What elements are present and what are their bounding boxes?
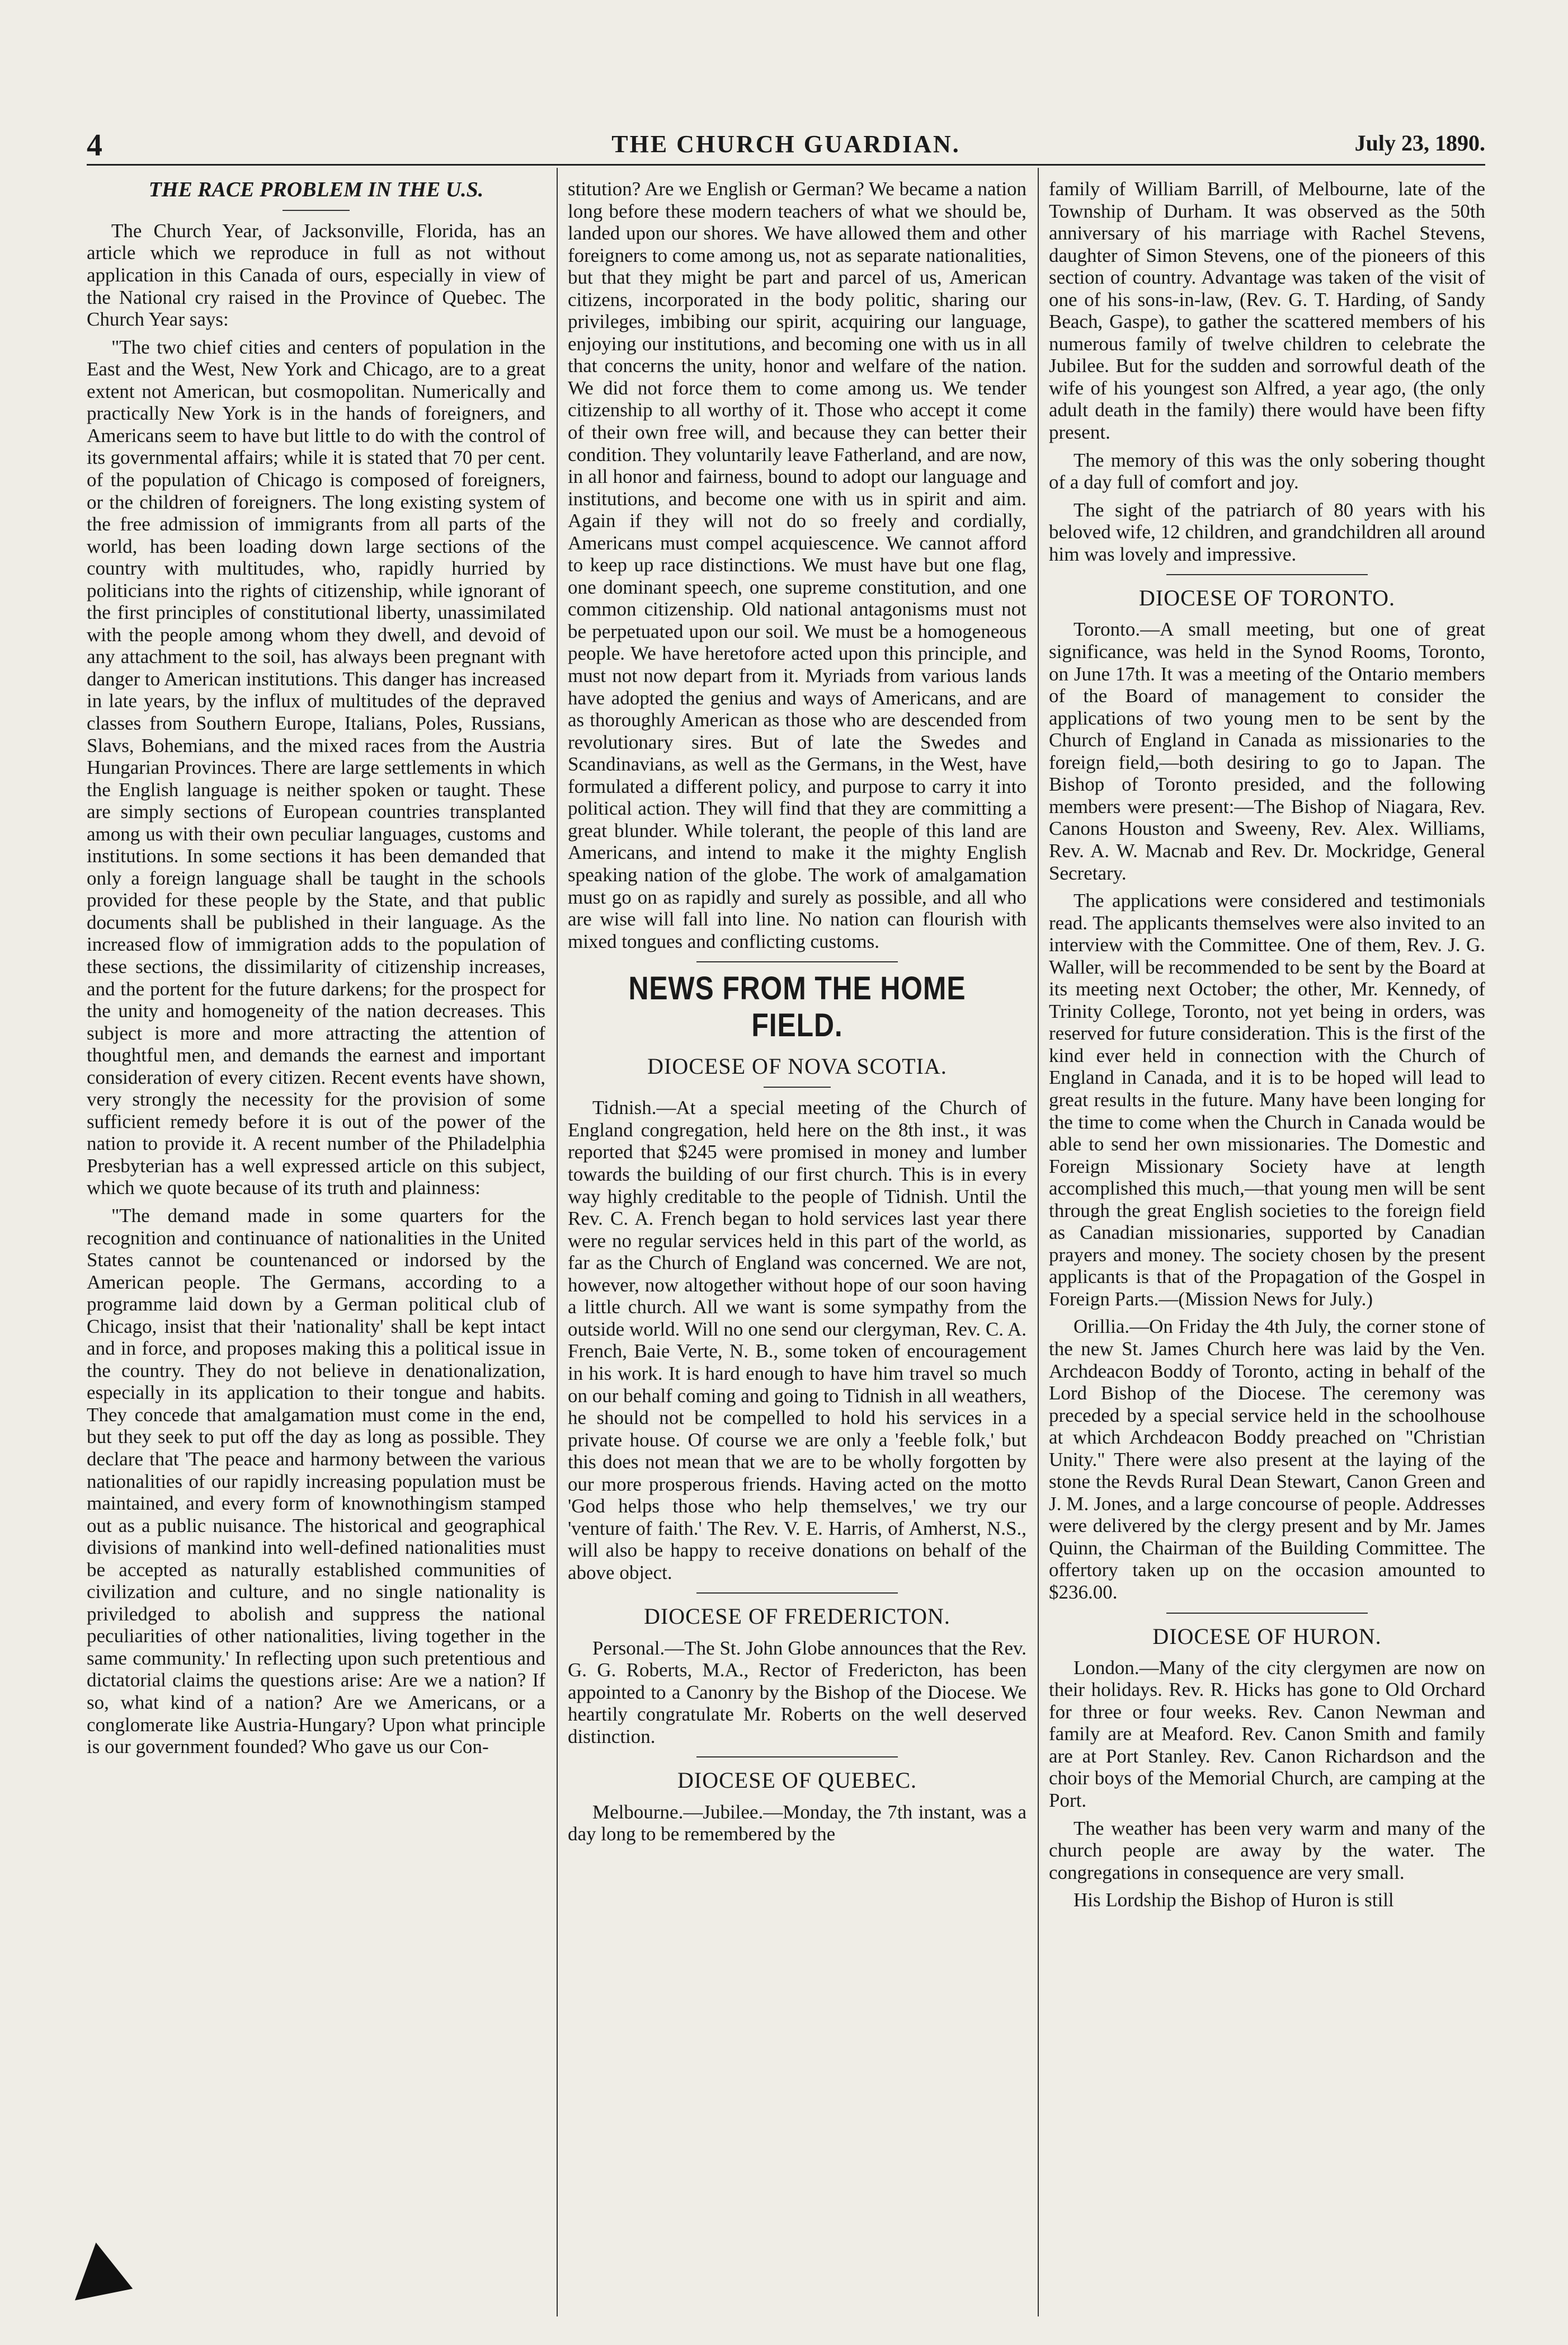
news-paragraph: Melbourne.—Jubilee.—Monday, the 7th instant, was a day long to be remembered by the (568, 1801, 1027, 1845)
page-header (87, 128, 1485, 161)
issue-date: July 23, 1890. (1354, 130, 1485, 156)
column-divider (1038, 168, 1039, 2316)
news-paragraph: Tidnish.—At a special meeting of the Church of England congregation, held here on the 8th inst., it was reported that $245 were promised in money and lumber towards the building of our first church. This is in every way highly creditable to the people of Tidnish. Until the Rev. C. A. French began to hold services last year there were no regular services held in this part of the world, as far as the Church of England was concerned. We are not, however, now altogether without hope of our soon having a little church. All we want is some sympathy from the outside world. Will no one send our clergyman, Rev. C. A. French, Baie Verte, N. B., some token of encouragement in his work. It is hard enough to have him travel so much on our behalf coming and going to Tidnish in all weathers, he should not be compelled to hold his services in a private house. Of course we are only a 'feeble folk,' but this does not mean that we are to be wholly forgotten by our more prosperous friends. Having acted on the motto 'God helps those who help themselves,' we try our 'venture of faith.' The Rev. V. E. Harris, of Amherst, N.S., will also be happy to receive donations on behalf of the above object. (568, 1097, 1027, 1583)
section-rule (1166, 574, 1368, 575)
article-heading: THE RACE PROBLEM IN THE U.S. (148, 178, 484, 201)
diocese-heading: DIOCESE OF FREDERICTON. (644, 1604, 950, 1629)
news-paragraph: London.—Many of the city clergymen are now on their holidays. Rev. R. Hicks has gone to Old Orchard for three or four weeks. Rev. Canon Newman and family are at Meaford. Rev. Canon Smith and family are at Port Stanley. Rev. Canon Richardson and the choir boys of the Memorial Church, are camping at the Port. (1049, 1656, 1485, 1812)
diocese-heading: DIOCESE OF NOVA SCOTIA. (647, 1054, 947, 1079)
news-paragraph: Orillia.—On Friday the 4th July, the corner stone of the new St. James Church here was laid by the Ven. Archdeacon Boddy of Toronto, acting in behalf of the Lord Bishop of the Diocese. The ceremony was preceded by a special service held in the schoolhouse at which Archdeacon Boddy preached on "Christian Unity." There were also present at the laying of the stone the Revds Rural Dean Stewart, Canon Green and J. M. Jones, and a large concourse of people. Addresses were delivered by the clergy present and by Mr. James Quinn, the Chairman of the Building Committee. The offertory taken up on the occasion amounted to $236.00. (1049, 1315, 1485, 1603)
article-paragraph: "The demand made in some quarters for the recognition and continuance of nationalities in the United States cannot be countenanced or indorsed by the American people. The Germans, according to a programme laid down by a German political club of Chicago, insist that their 'nationality' shall be kept intact and in force, and proposes making this a political issue in the country. They do not believe in denationalization, especially in its application to their tongue and habits. They concede that amalgamation must come in the end, but they seek to put off the day as long as possible. They declare that 'The peace and harmony between the various nationalities of our rapidly increasing population must be maintained, and every form of knownothingism stamped out as a public nuisance. The historical and geographical divisions of mankind into well-defined nationalities must be accepted as naturally established communities of civilization and culture, and no single nationality is priviledged to abolish and suppress the national peculiarities of other nationalities, living together in the same community.' In reflecting upon such pretentious and dictatorial claims the questions arise: Are we a nation? If so, what kind of a nation? Are we Americans, or a conglomerate like Austria-Hungary? Upon what principle is our government founded? Who gave us our Con- (87, 1205, 545, 1758)
article-paragraph: stitution? Are we English or German? We became a nation long before these modern teachers of what we should be, landed upon our shores. We have allowed them and other foreigners to come among us, not as separate nationalities, but that they might be part and parcel of us, American citizens, incorporated in the body politic, sharing our privileges, imbibing our spirit, acquiring our language, enjoying our institutions, and becoming one with us in all that concerns the unity, honor and welfare of the nation. We did not force them to come among us. We tender citizenship to all worthy of it. Those who accept it come of their own free will, and because they can better their condition. They voluntarily leave Fatherland, and are now, in all honor and fairness, bound to adopt our language and institutions, and become one with us in spirit and aim. Again if they will not do so freely and cordially, Americans must compel acquiescence. We cannot afford to keep up race distinctions. We must have but one flag, one dominant speech, one supreme constitution, and one common citizenship. Old national antagonisms must not be perpetuated upon our soil. We must be a homogeneous people. We have heretofore acted upon this principle, and must not now depart from it. Myriads from various lands have adopted the genius and ways of Americans, and are as thoroughly American as those who are descended from revolutionary sires. But of late the Swedes and Scandinavians, as well as the Germans, in the West, have formulated a different policy, and purpose to carry it into political action. They will find that they are committing a great blunder. While tolerant, the people of this land are Americans, and intend to make it the mighty English speaking nation of the globe. The work of amalgamation must go on as rapidly and surely as possible, and all who are wise will fall into line. No nation can flourish with mixed tongues and conflicting customs. (568, 178, 1027, 952)
column-2 (568, 178, 1027, 2315)
news-paragraph: Personal.—The St. John Globe announces that the Rev. G. G. Roberts, M.A., Rector of Fredericton, has been appointed to a Canonry by the Bishop of the Diocese. We heartily congratulate Mr. Roberts on the well deserved distinction. (568, 1637, 1027, 1747)
masthead-title: THE CHURCH GUARDIAN. (611, 130, 960, 158)
header-rule (87, 164, 1485, 166)
section-rule (696, 1592, 898, 1594)
column-1 (87, 178, 545, 2315)
news-paragraph: Toronto.—A small meeting, but one of great significance, was held in the Synod Rooms, Toronto, on June 17th. It was a meeting of the Ontario members of the Board of management to consider the applications of two young men to be sent by the Church of England in Canada as missionaries to the foreign field,—both desiring to go to Japan. The Bishop of Toronto presided, and the following members were present:—The Bishop of Niagara, Rev. Canons Houston and Sweeny, Rev. Alex. Williams, Rev. A. W. Macnab and Rev. Dr. Mockridge, General Secretary. (1049, 618, 1485, 884)
news-paragraph: The weather has been very warm and many of the church people are away by the water. The congregations in consequence are very small. (1049, 1817, 1485, 1883)
section-rule (1166, 1613, 1368, 1614)
page-number: 4 (87, 128, 102, 163)
diocese-heading: DIOCESE OF QUEBEC. (677, 1768, 917, 1793)
section-rule (696, 1756, 898, 1757)
section-rule (696, 961, 898, 962)
article-paragraph: "The two chief cities and centers of population in the East and the West, New York and Chicago, are to a great extent not American, but cosmopolitan. Numerically and practically New York is in the hands of foreigners, and Americans seem to have but little to do with the control of its governmental affairs; while it is stated that 70 per cent. of the population of Chicago is composed of foreigners, or the children of foreigners. The long existing system of the free admission of immigrants from all parts of the world, has been loading down large sections of the country with multitudes, who, rapidly hurried by politicians into the rights of citizenship, while ignorant of the first principles of constitutional liberty, unassimilated with the people among whom they dwell, and devoid of any attachment to the soil, has always been pregnant with danger to American institutions. This danger has increased in late years, by the influx of multitudes of the depraved classes from Southern Europe, Italians, Poles, Russians, Slavs, Bohemians, and the mixed races from the Austria Hungarian Provinces. There are large settlements in which the English language is neither spoken or taught. These are simply sections of European countries transplanted among us with their own peculiar languages, customs and institutions. In some sections it has been demanded that only a foreign language shall be taught in the schools provided for these people by the State, and that public documents shall be published in their language. As the increased flow of immigration adds to the population of these sections, the dissimilarity of citizenship increases, and the portent for the future darkens; for the prospect for the unity and homogeneity of the nation decreases. This subject is more and more attracting the attention of thoughtful men, and demands the earnest and important consideration of every citizen. Recent events have shown, very strongly the necessity for the provision of some sufficient remedy before it is out of the power of the nation to provide it. A recent number of the Philadelphia Presbyterian has a well expressed article on this subject, which we quote because of its truth and plainness: (87, 336, 545, 1199)
column-divider (557, 168, 558, 2316)
column-3 (1049, 178, 1485, 2315)
article-paragraph: The Church Year, of Jacksonville, Florida, has an article which we reproduce in full as not without application in this Canada of ours, especially in view of the National cry raised in the Province of Quebec. The Church Year says: (87, 219, 545, 331)
news-paragraph: family of William Barrill, of Melbourne, late of the Township of Durham. It was observed as the 50th anniversary of his marriage with Rachel Stevens, daughter of Simon Stevens, one of the pioneers of this section of country. Advantage was taken of the visit of one of his sons-in-law, (Rev. G. T. Harding, of Sandy Beach, Gaspe), to gather the scattered members of his numerous family of twelve children to celebrate the Jubilee. But for the sudden and sorrowful death of the wife of his youngest son Alfred, a year ago, (the only adult death in the family) there would have been fifty present. (1049, 178, 1485, 444)
heading-rule (282, 210, 350, 211)
news-heading: NEWS FROM THE HOME FIELD. (628, 970, 966, 1044)
diocese-heading: DIOCESE OF HURON. (1152, 1623, 1382, 1649)
news-paragraph: The memory of this was the only sobering thought of a day full of comfort and joy. (1049, 449, 1485, 494)
heading-rule (764, 1087, 831, 1088)
diocese-heading: DIOCESE OF TORONTO. (1139, 585, 1395, 611)
news-paragraph: The applications were considered and testimonials read. The applicants themselves were also invited to an interview with the Committee. One of them, Rev. J. G. Waller, will be recommended to be sent by the Board at its meeting next October; the other, Mr. Kennedy, of Trinity College, Toronto, not yet being in orders, was reserved for future consideration. This is the first of the kind ever held in connection with the Church of England in Canada, and it is to be hoped will lead to great results in the future. Many have been longing for the time to come when the Church in Canada would be able to send her own missionaries. The Domestic and Foreign Missionary Society have at length accomplished this much,—that young men will be sent through the great English societies to the foreign field as Canadian missionaries, supported by Canadian prayers and money. The society chosen by the present applicants is that of the Propagation of the Gospel in Foreign Parts.—(Mission News for July.) (1049, 890, 1485, 1310)
news-paragraph: His Lordship the Bishop of Huron is still (1073, 1889, 1394, 1911)
news-paragraph: The sight of the patriarch of 80 years with his beloved wife, 12 children, and grandchildren all around him was lovely and impressive. (1049, 499, 1485, 565)
